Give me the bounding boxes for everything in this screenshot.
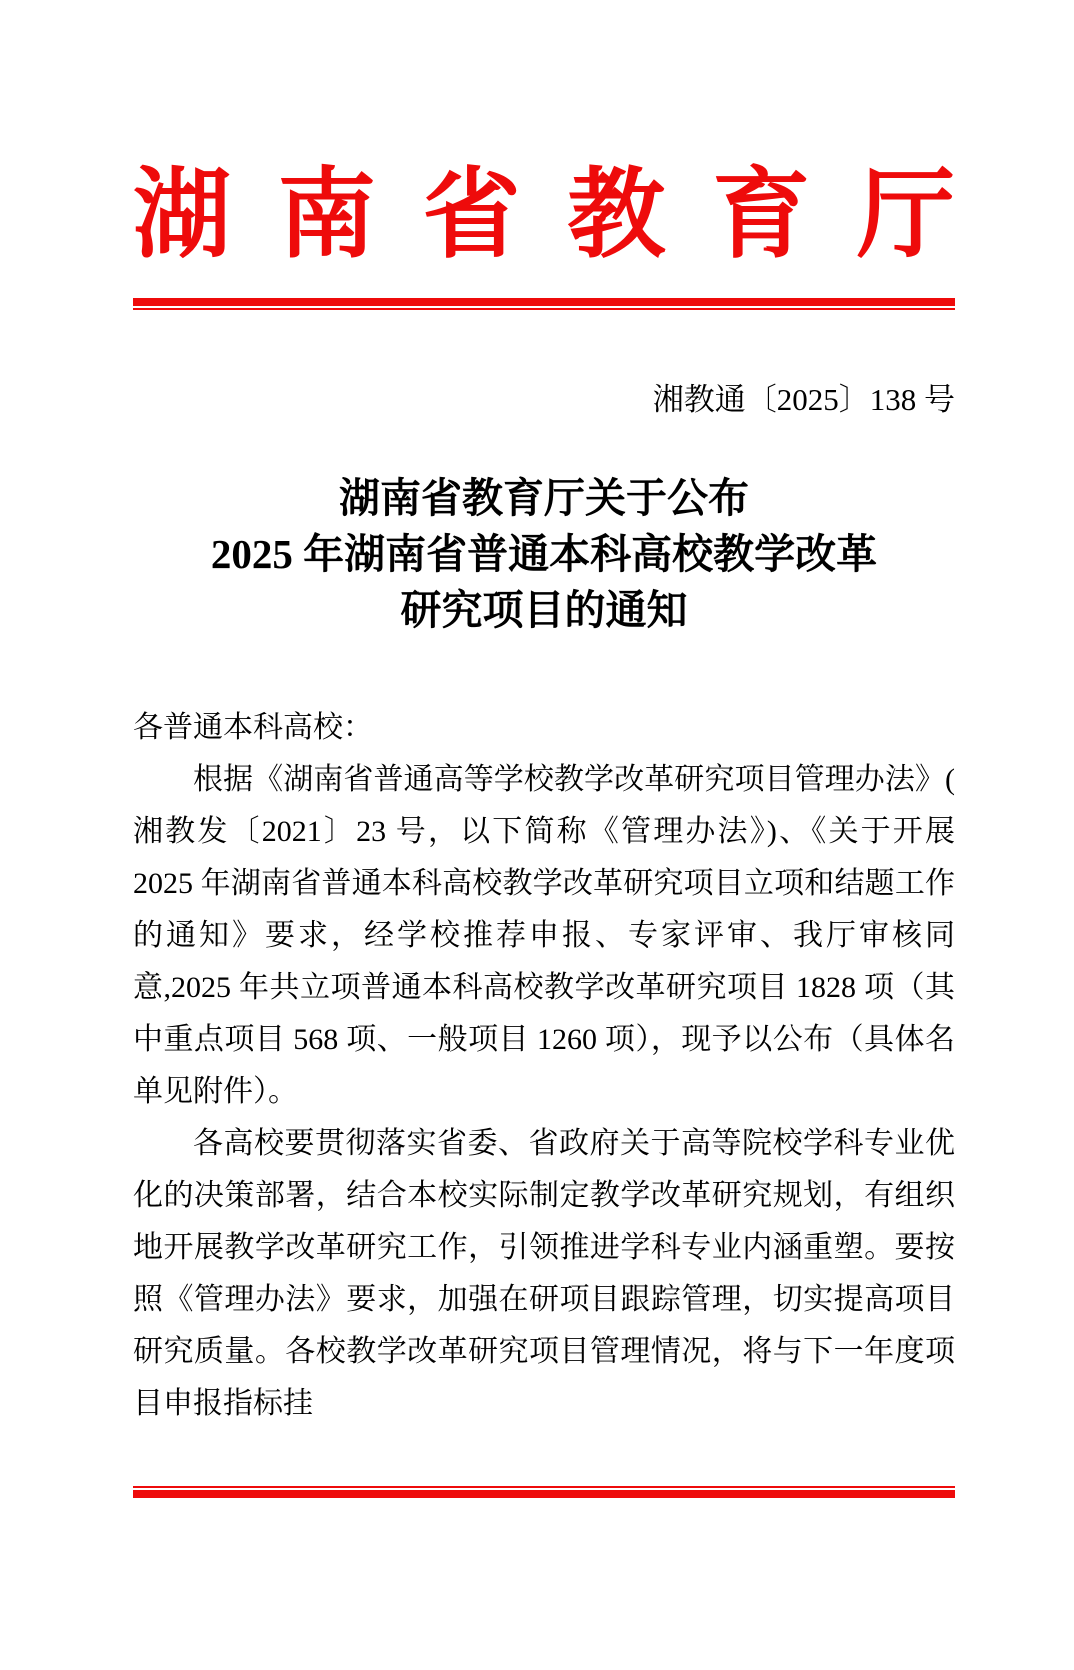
document-title-line-1: 湖南省教育厅关于公布 bbox=[339, 475, 749, 521]
letterhead-agency-name: 湖南省教育厅 bbox=[133, 162, 955, 270]
official-document-page bbox=[0, 150, 1074, 1670]
body-paragraph-1: 根据《湖南省普通高等学校教学改革研究项目管理办法》( 湘教发〔2021〕23 号，以下简称《管理办法》)、《关于开展 2025 年湖南省普通本科高校教学改革研究项目立项和结题工作的通知》要求，经学校推荐申报、专家评审、我厅审核同意,2025 年共立项普通本科高校教学改革研究项目 1828 项（其中重点项目 568 项、一般项目 1260 项），现予以公布（具体名单见附件）。 bbox=[133, 763, 955, 1108]
document-title-line-3: 研究项目的通知 bbox=[400, 587, 688, 633]
document-reference-number: 湘教通〔2025〕138 号 bbox=[652, 382, 955, 417]
document-title bbox=[133, 470, 955, 638]
red-footer-divider-line bbox=[133, 1486, 955, 1498]
document-body bbox=[133, 702, 955, 1430]
red-header-divider-line bbox=[133, 298, 955, 310]
salutation-line: 各普通本科高校： bbox=[133, 711, 373, 744]
body-paragraph-2: 各高校要贯彻落实省委、省政府关于高等院校学科专业优化的决策部署，结合本校实际制定教学改革研究规划，有组织地开展教学改革研究工作，引领推进学科专业内涵重塑。要按照《管理办法》要求，加强在研项目跟踪管理，切实提高项目研究质量。各校教学改革研究项目管理情况，将与下一年度项目申报指标挂 bbox=[133, 1127, 955, 1420]
document-title-line-2: 2025 年湖南省普通本科高校教学改革 bbox=[210, 531, 878, 577]
